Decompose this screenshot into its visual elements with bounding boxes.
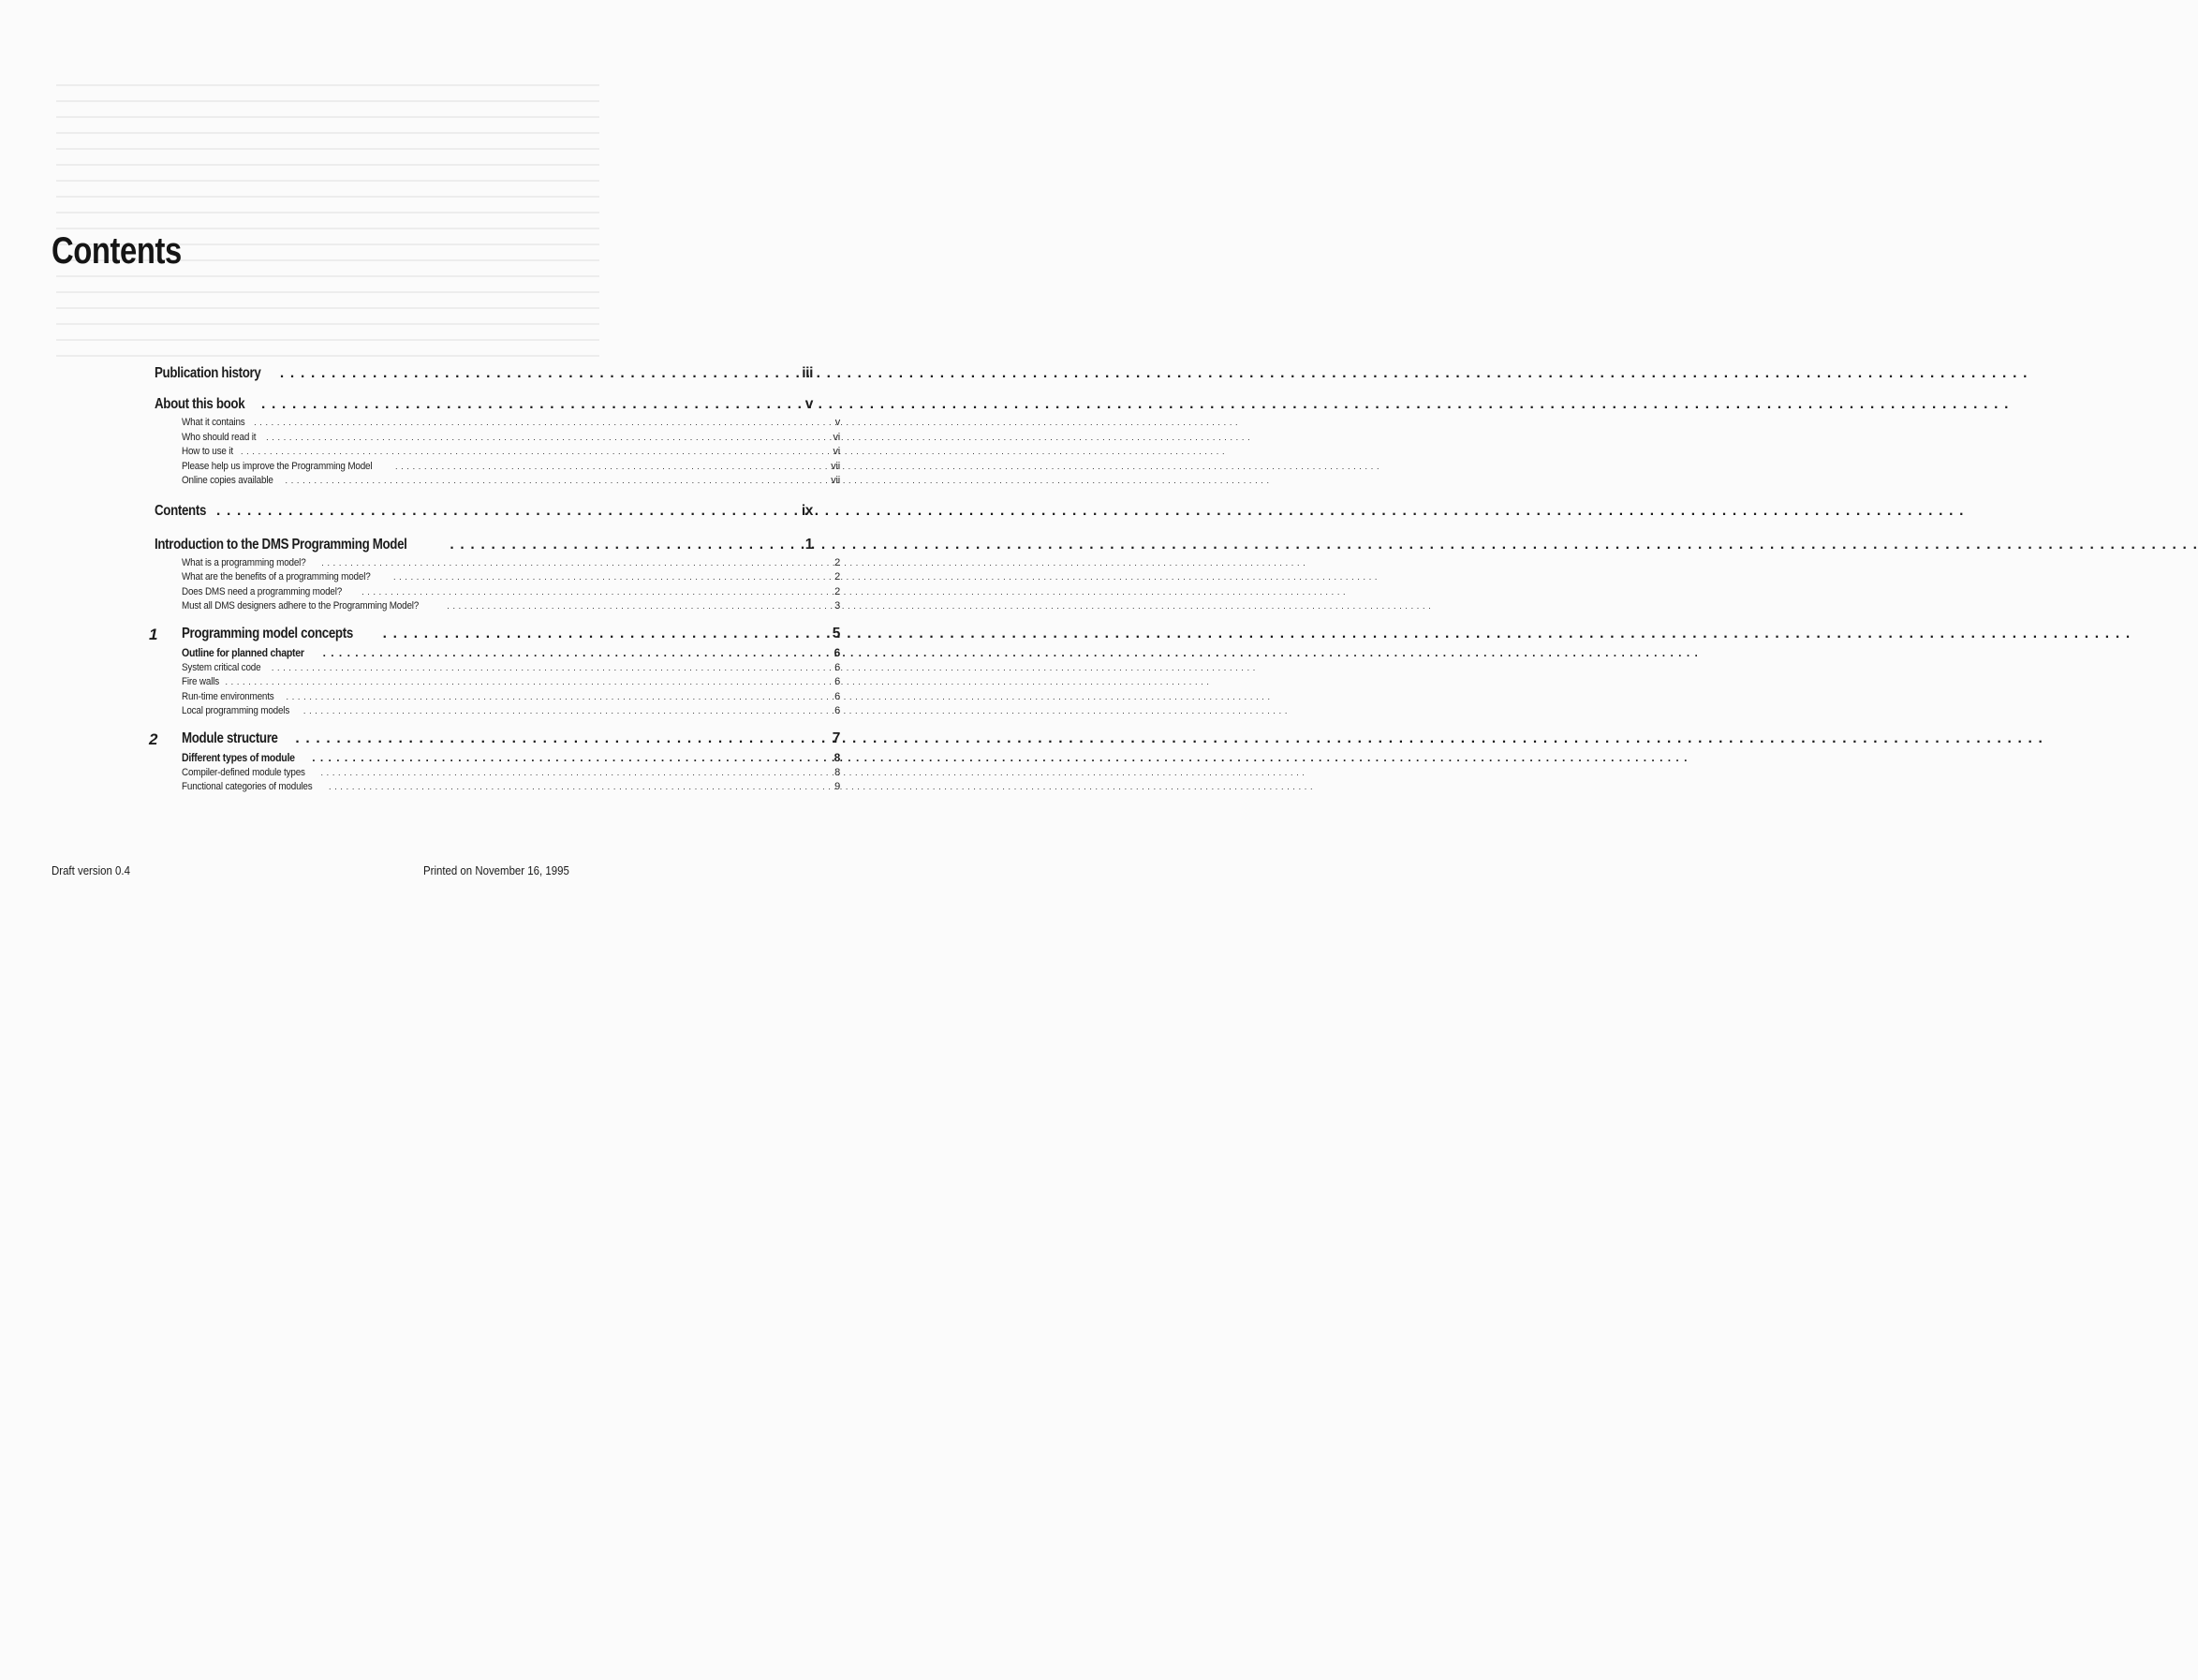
toc-subentry[interactable]: [182, 705, 840, 720]
toc-entry-chapter-2[interactable]: [182, 729, 840, 751]
toc-entry-page: 5: [832, 625, 840, 641]
toc-entry-label: Module structure: [182, 729, 278, 746]
toc-subentry[interactable]: [182, 417, 840, 432]
toc-subentry-page: 6: [834, 676, 840, 687]
toc-entry-page: iii: [802, 365, 813, 381]
toc-entry-page: ix: [801, 502, 813, 519]
toc-subentry-page: 8: [834, 766, 840, 778]
toc-subentry-label: System critical code: [182, 661, 261, 673]
table-of-contents: [149, 365, 840, 796]
toc-entry-label: Contents: [155, 502, 207, 519]
toc-entry-page: 7: [832, 729, 840, 746]
toc-subentry-page: 9: [834, 781, 840, 792]
toc-subentry[interactable]: [182, 431, 840, 447]
toc-entry-label: Publication history: [155, 365, 261, 381]
chapter-number: 2: [149, 729, 158, 748]
toc-subentry-page: 6: [834, 690, 840, 702]
toc-section-page: 6: [833, 645, 840, 659]
toc-section-page: 8: [833, 750, 840, 764]
toc-section-entry[interactable]: [182, 750, 840, 767]
toc-section-entry[interactable]: [182, 645, 840, 662]
toc-subentry-label: Please help us improve the Programming Model: [182, 460, 373, 472]
toc-subentry-label: Compiler-defined module types: [182, 766, 305, 778]
toc-entry-chapter-1[interactable]: [182, 625, 840, 646]
toc-subentry-page: 6: [834, 661, 840, 673]
toc-subentry-page: vi: [833, 431, 840, 443]
toc-section-label: Outline for planned chapter: [182, 645, 304, 659]
toc-subentry-page: 3: [834, 600, 840, 612]
chapter-1-block: [149, 625, 840, 646]
toc-subentry-label: What it contains: [182, 417, 245, 428]
toc-subentry-label: Must all DMS designers adhere to the Programming Model?: [182, 600, 420, 612]
toc-subentry-page: v: [834, 417, 840, 428]
toc-subentry[interactable]: [182, 690, 840, 706]
toc-subentry[interactable]: [182, 571, 840, 586]
toc-entry-page: v: [804, 396, 813, 412]
toc-subentry-label: How to use it: [182, 446, 233, 457]
toc-subentry-page: 2: [834, 585, 840, 597]
toc-subentry-page: vii: [831, 460, 840, 472]
toc-subentry[interactable]: [182, 600, 840, 615]
toc-entry-label: Introduction to the DMS Programming Model: [155, 536, 407, 553]
toc-subentry[interactable]: [182, 556, 840, 572]
toc-subentry-page: 2: [834, 571, 840, 582]
toc-subentry-label: Does DMS need a programming model?: [182, 585, 343, 597]
toc-subentry-page: vii: [831, 475, 840, 486]
toc-entry-page: 1: [804, 536, 813, 553]
toc-subentry[interactable]: [182, 766, 840, 782]
document-page: [0, 0, 840, 899]
footer-draft-version: Draft version 0.4: [52, 863, 130, 877]
toc-section-label: Different types of module: [182, 750, 295, 764]
toc-subentry-label: Functional categories of modules: [182, 781, 313, 792]
chapter-2-block: [149, 729, 840, 751]
toc-entry-publication-history[interactable]: [155, 365, 813, 386]
toc-subentry[interactable]: [182, 460, 840, 476]
chapter-number: 1: [149, 625, 158, 643]
toc-subentry-label: Fire walls: [182, 676, 220, 687]
toc-entry-label: About this book: [155, 396, 245, 412]
toc-subentry-page: 6: [834, 705, 840, 716]
toc-subentry-label: Online copies available: [182, 475, 273, 486]
toc-subentry-page: 2: [834, 556, 840, 568]
toc-subentry[interactable]: [182, 661, 840, 677]
toc-entry-about-this-book[interactable]: [155, 396, 813, 417]
toc-subentry-label: What is a programming model?: [182, 556, 306, 568]
toc-subentry[interactable]: [182, 446, 840, 461]
toc-entry-introduction[interactable]: [155, 536, 813, 557]
toc-subentry-label: Local programming models: [182, 705, 290, 716]
toc-subentry-page: vi: [833, 446, 840, 457]
toc-subentry-label: Run-time environments: [182, 690, 274, 702]
footer-print-date: Printed on November 16, 1995: [423, 863, 569, 877]
toc-subentry[interactable]: [182, 676, 840, 691]
toc-entry-contents[interactable]: [155, 502, 813, 523]
toc-entry-label: Programming model concepts: [182, 625, 353, 641]
toc-subentry-label: Who should read it: [182, 431, 257, 443]
toc-subentry-label: What are the benefits of a programming model?: [182, 571, 371, 582]
page-title: Contents: [52, 230, 182, 272]
toc-subentry[interactable]: [182, 781, 840, 796]
toc-subentry[interactable]: [182, 585, 840, 601]
toc-subentry[interactable]: [182, 475, 840, 490]
